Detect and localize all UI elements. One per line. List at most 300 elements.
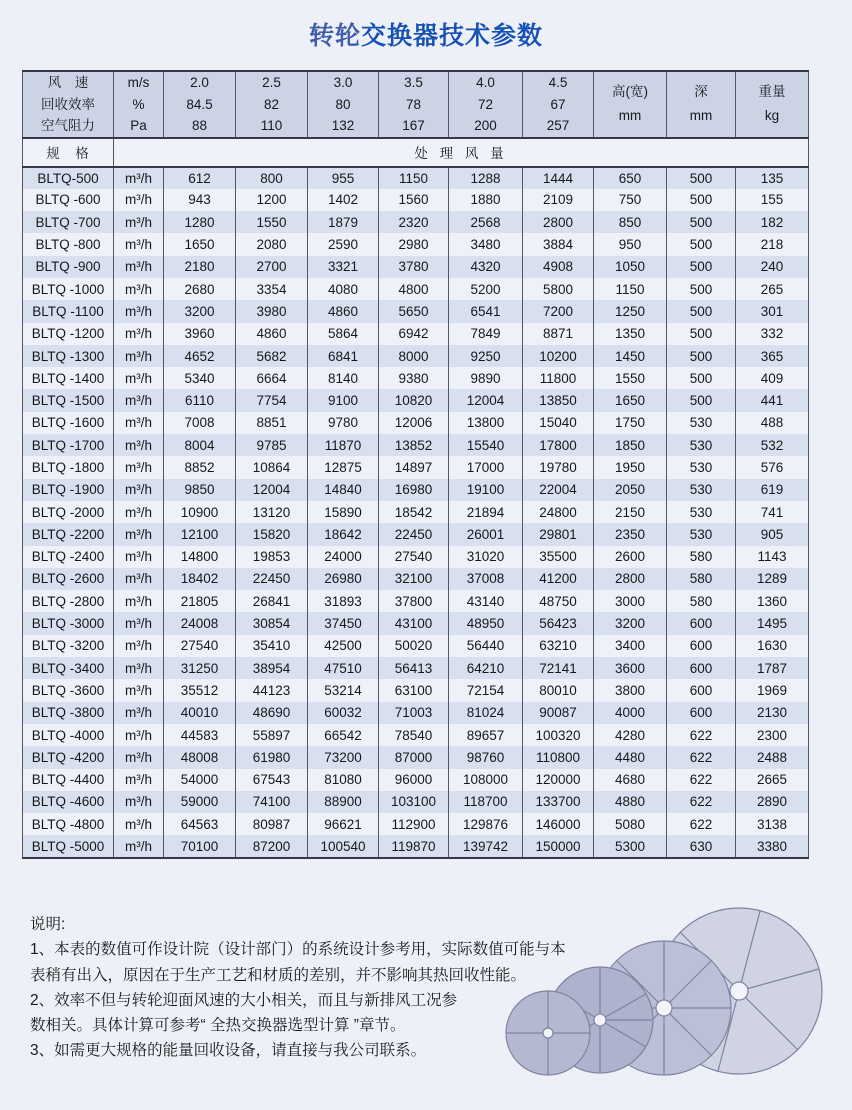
flow-value-cell: 12004 bbox=[236, 479, 308, 501]
height-cell: 3800 bbox=[594, 679, 667, 701]
flow-value-cell: 120000 bbox=[523, 769, 594, 791]
flow-value-cell: 37450 bbox=[308, 612, 379, 634]
flow-unit-cell: m³/h bbox=[114, 590, 164, 612]
flow-unit-cell: m³/h bbox=[114, 412, 164, 434]
flow-unit-cell: m³/h bbox=[114, 456, 164, 478]
header-unit-label: m/s bbox=[127, 75, 150, 90]
header-speed-value: 2.0 bbox=[190, 75, 209, 90]
table-row bbox=[23, 523, 809, 545]
table-row bbox=[23, 456, 809, 478]
model-cell: BLTQ -600 bbox=[23, 189, 114, 211]
flow-value-cell: 6664 bbox=[236, 367, 308, 389]
header-speed-value: 84.5 bbox=[186, 96, 213, 112]
flow-unit-cell: m³/h bbox=[114, 345, 164, 367]
depth-cell: 622 bbox=[667, 769, 736, 791]
flow-value-cell: 3321 bbox=[308, 256, 379, 278]
table-row bbox=[23, 323, 809, 345]
flow-value-cell: 98760 bbox=[449, 746, 523, 768]
flow-value-cell: 73200 bbox=[308, 746, 379, 768]
depth-cell: 500 bbox=[667, 345, 736, 367]
flow-value-cell: 133700 bbox=[523, 791, 594, 813]
flow-value-cell: 12006 bbox=[379, 412, 449, 434]
flow-value-cell: 74100 bbox=[236, 791, 308, 813]
flow-unit-cell: m³/h bbox=[114, 278, 164, 300]
flow-value-cell: 12875 bbox=[308, 456, 379, 478]
height-cell: 1050 bbox=[594, 256, 667, 278]
flow-value-cell: 108000 bbox=[449, 769, 523, 791]
flow-value-cell: 2180 bbox=[164, 256, 236, 278]
depth-cell: 500 bbox=[667, 278, 736, 300]
flow-unit-cell: m³/h bbox=[114, 479, 164, 501]
flow-value-cell: 37008 bbox=[449, 568, 523, 590]
table-row bbox=[23, 813, 809, 835]
flow-unit-cell: m³/h bbox=[114, 568, 164, 590]
depth-cell: 530 bbox=[667, 412, 736, 434]
flow-value-cell: 5200 bbox=[449, 278, 523, 300]
table-row bbox=[23, 278, 809, 300]
flow-value-cell: 5682 bbox=[236, 345, 308, 367]
depth-cell: 600 bbox=[667, 635, 736, 657]
depth-cell: 500 bbox=[667, 211, 736, 233]
model-cell: BLTQ -3800 bbox=[23, 702, 114, 724]
model-cell: BLTQ -800 bbox=[23, 233, 114, 255]
header-weight-label: 重量 bbox=[758, 84, 786, 100]
flow-unit-cell: m³/h bbox=[114, 724, 164, 746]
depth-cell: 500 bbox=[667, 367, 736, 389]
flow-unit-cell: m³/h bbox=[114, 657, 164, 679]
model-cell: BLTQ -1000 bbox=[23, 278, 114, 300]
weight-cell: 1289 bbox=[736, 568, 809, 590]
flow-unit-cell: m³/h bbox=[114, 367, 164, 389]
depth-cell: 500 bbox=[667, 189, 736, 211]
header-speed-value: 80 bbox=[335, 96, 351, 112]
weight-cell: 576 bbox=[736, 456, 809, 478]
flow-value-cell: 2680 bbox=[164, 278, 236, 300]
weight-cell: 488 bbox=[736, 412, 809, 434]
rotor-wheel-smallest bbox=[506, 991, 590, 1075]
flow-value-cell: 56423 bbox=[523, 612, 594, 634]
flow-value-cell: 8851 bbox=[236, 412, 308, 434]
flow-unit-cell: m³/h bbox=[114, 167, 164, 189]
flow-unit-cell: m³/h bbox=[114, 523, 164, 545]
flow-value-cell: 12004 bbox=[449, 389, 523, 411]
flow-value-cell: 1402 bbox=[308, 189, 379, 211]
header-parameter-label: 空气阻力 bbox=[41, 118, 95, 133]
flow-value-cell: 1880 bbox=[449, 189, 523, 211]
header-parameter-labels bbox=[23, 71, 114, 138]
height-cell: 950 bbox=[594, 233, 667, 255]
table-row bbox=[23, 367, 809, 389]
flow-value-cell: 10900 bbox=[164, 501, 236, 523]
flow-value-cell: 6541 bbox=[449, 300, 523, 322]
table-row bbox=[23, 724, 809, 746]
flow-value-cell: 81080 bbox=[308, 769, 379, 791]
height-cell: 3600 bbox=[594, 657, 667, 679]
weight-cell: 905 bbox=[736, 523, 809, 545]
model-cell: BLTQ -2800 bbox=[23, 590, 114, 612]
flow-value-cell: 81024 bbox=[449, 702, 523, 724]
spec-banner-row bbox=[23, 138, 809, 167]
flow-value-cell: 14897 bbox=[379, 456, 449, 478]
height-cell: 1450 bbox=[594, 345, 667, 367]
header-speed-value: 72 bbox=[477, 96, 494, 112]
header-speed-value: 78 bbox=[405, 96, 422, 112]
flow-value-cell: 9785 bbox=[236, 434, 308, 456]
model-cell: BLTQ -4400 bbox=[23, 769, 114, 791]
depth-cell: 622 bbox=[667, 791, 736, 813]
flow-value-cell: 1150 bbox=[379, 167, 449, 189]
model-cell: BLTQ -3200 bbox=[23, 635, 114, 657]
weight-cell: 409 bbox=[736, 367, 809, 389]
table-row bbox=[23, 679, 809, 701]
weight-cell: 332 bbox=[736, 323, 809, 345]
header-weight-label: kg bbox=[764, 108, 780, 124]
flow-value-cell: 800 bbox=[236, 167, 308, 189]
flow-value-cell: 4800 bbox=[379, 278, 449, 300]
flow-value-cell: 18642 bbox=[308, 523, 379, 545]
flow-unit-cell: m³/h bbox=[114, 323, 164, 345]
table-row bbox=[23, 167, 809, 189]
wheel-hub bbox=[730, 982, 748, 1000]
depth-cell: 630 bbox=[667, 835, 736, 857]
table-row bbox=[23, 479, 809, 501]
table-row bbox=[23, 211, 809, 233]
table-row bbox=[23, 233, 809, 255]
weight-cell: 532 bbox=[736, 434, 809, 456]
flow-value-cell: 17800 bbox=[523, 434, 594, 456]
depth-cell: 530 bbox=[667, 501, 736, 523]
model-cell: BLTQ -1600 bbox=[23, 412, 114, 434]
flow-value-cell: 30854 bbox=[236, 612, 308, 634]
height-cell: 3400 bbox=[594, 635, 667, 657]
flow-value-cell: 43140 bbox=[449, 590, 523, 612]
flow-value-cell: 8004 bbox=[164, 434, 236, 456]
model-cell: BLTQ -1900 bbox=[23, 479, 114, 501]
flow-value-cell: 87200 bbox=[236, 835, 308, 857]
table-row bbox=[23, 791, 809, 813]
flow-value-cell: 1288 bbox=[449, 167, 523, 189]
depth-cell: 600 bbox=[667, 702, 736, 724]
weight-cell: 2665 bbox=[736, 769, 809, 791]
flow-value-cell: 1280 bbox=[164, 211, 236, 233]
flow-value-cell: 31250 bbox=[164, 657, 236, 679]
page-title-main: 交换器技术参数 bbox=[361, 22, 544, 50]
depth-cell: 530 bbox=[667, 479, 736, 501]
header-speed-value: 110 bbox=[260, 118, 283, 133]
flow-value-cell: 11800 bbox=[523, 367, 594, 389]
table-row bbox=[23, 300, 809, 322]
header-speed-value: 200 bbox=[474, 118, 497, 133]
header-speed-value: 2.5 bbox=[262, 75, 281, 90]
weight-cell: 741 bbox=[736, 501, 809, 523]
table-row bbox=[23, 412, 809, 434]
header-speed-value: 257 bbox=[546, 118, 570, 133]
flow-value-cell: 3884 bbox=[523, 233, 594, 255]
flow-value-cell: 4860 bbox=[236, 323, 308, 345]
weight-cell: 1143 bbox=[736, 546, 809, 568]
header-height-label: 高(宽) bbox=[612, 84, 648, 100]
flow-value-cell: 15890 bbox=[308, 501, 379, 523]
flow-value-cell: 78540 bbox=[379, 724, 449, 746]
table-row bbox=[23, 189, 809, 211]
flow-value-cell: 4908 bbox=[523, 256, 594, 278]
flow-value-cell: 8000 bbox=[379, 345, 449, 367]
header-speed-column bbox=[449, 71, 523, 138]
flow-value-cell: 1560 bbox=[379, 189, 449, 211]
model-cell: BLTQ -1100 bbox=[23, 300, 114, 322]
flow-volume-label: 处 理 风 量 bbox=[114, 138, 809, 167]
flow-value-cell: 9850 bbox=[164, 479, 236, 501]
weight-cell: 1969 bbox=[736, 679, 809, 701]
flow-value-cell: 4320 bbox=[449, 256, 523, 278]
depth-cell: 500 bbox=[667, 389, 736, 411]
flow-value-cell: 1650 bbox=[164, 233, 236, 255]
height-cell: 5080 bbox=[594, 813, 667, 835]
height-cell: 750 bbox=[594, 189, 667, 211]
weight-cell: 2130 bbox=[736, 702, 809, 724]
flow-value-cell: 14840 bbox=[308, 479, 379, 501]
header-depth-label: mm bbox=[689, 108, 713, 124]
height-cell: 3200 bbox=[594, 612, 667, 634]
flow-value-cell: 60032 bbox=[308, 702, 379, 724]
header-weight-column bbox=[736, 71, 809, 138]
flow-value-cell: 1200 bbox=[236, 189, 308, 211]
page-title-prefix: 转轮 bbox=[308, 22, 361, 50]
model-cell: BLTQ -3600 bbox=[23, 679, 114, 701]
flow-unit-cell: m³/h bbox=[114, 233, 164, 255]
flow-value-cell: 2320 bbox=[379, 211, 449, 233]
height-cell: 1250 bbox=[594, 300, 667, 322]
flow-value-cell: 15820 bbox=[236, 523, 308, 545]
table-row bbox=[23, 434, 809, 456]
weight-cell: 2488 bbox=[736, 746, 809, 768]
header-speed-value: 3.5 bbox=[404, 75, 423, 90]
flow-value-cell: 80987 bbox=[236, 813, 308, 835]
flow-value-cell: 27540 bbox=[164, 635, 236, 657]
flow-value-cell: 63210 bbox=[523, 635, 594, 657]
flow-value-cell: 7849 bbox=[449, 323, 523, 345]
model-cell: BLTQ -3400 bbox=[23, 657, 114, 679]
model-cell: BLTQ -4600 bbox=[23, 791, 114, 813]
header-unit-label: % bbox=[132, 96, 145, 112]
flow-value-cell: 22450 bbox=[379, 523, 449, 545]
flow-value-cell: 53214 bbox=[308, 679, 379, 701]
weight-cell: 365 bbox=[736, 345, 809, 367]
weight-cell: 218 bbox=[736, 233, 809, 255]
weight-cell: 301 bbox=[736, 300, 809, 322]
flow-value-cell: 22450 bbox=[236, 568, 308, 590]
height-cell: 4280 bbox=[594, 724, 667, 746]
flow-value-cell: 15540 bbox=[449, 434, 523, 456]
header-height-label: mm bbox=[618, 108, 642, 124]
flow-value-cell: 26980 bbox=[308, 568, 379, 590]
flow-value-cell: 18542 bbox=[379, 501, 449, 523]
flow-value-cell: 88900 bbox=[308, 791, 379, 813]
flow-value-cell: 13120 bbox=[236, 501, 308, 523]
flow-value-cell: 3480 bbox=[449, 233, 523, 255]
flow-value-cell: 943 bbox=[164, 189, 236, 211]
flow-value-cell: 89657 bbox=[449, 724, 523, 746]
flow-value-cell: 10820 bbox=[379, 389, 449, 411]
flow-unit-cell: m³/h bbox=[114, 389, 164, 411]
flow-value-cell: 59000 bbox=[164, 791, 236, 813]
weight-cell: 3380 bbox=[736, 835, 809, 857]
model-cell: BLTQ -900 bbox=[23, 256, 114, 278]
depth-cell: 622 bbox=[667, 724, 736, 746]
table-row bbox=[23, 546, 809, 568]
flow-value-cell: 3980 bbox=[236, 300, 308, 322]
header-speed-value: 4.0 bbox=[476, 75, 495, 90]
flow-value-cell: 7200 bbox=[523, 300, 594, 322]
flow-value-cell: 80010 bbox=[523, 679, 594, 701]
flow-value-cell: 3960 bbox=[164, 323, 236, 345]
flow-value-cell: 2568 bbox=[449, 211, 523, 233]
flow-value-cell: 18402 bbox=[164, 568, 236, 590]
flow-value-cell: 22004 bbox=[523, 479, 594, 501]
header-speed-column bbox=[164, 71, 236, 138]
flow-value-cell: 1550 bbox=[236, 211, 308, 233]
header-speed-value: 167 bbox=[402, 118, 425, 133]
height-cell: 650 bbox=[594, 167, 667, 189]
flow-unit-cell: m³/h bbox=[114, 256, 164, 278]
notes-heading: 说明: bbox=[30, 916, 66, 933]
flow-value-cell: 2980 bbox=[379, 233, 449, 255]
flow-value-cell: 9250 bbox=[449, 345, 523, 367]
flow-value-cell: 103100 bbox=[379, 791, 449, 813]
flow-value-cell: 110800 bbox=[523, 746, 594, 768]
flow-value-cell: 10200 bbox=[523, 345, 594, 367]
weight-cell: 441 bbox=[736, 389, 809, 411]
table-row bbox=[23, 568, 809, 590]
flow-value-cell: 72141 bbox=[523, 657, 594, 679]
flow-value-cell: 56413 bbox=[379, 657, 449, 679]
flow-unit-cell: m³/h bbox=[114, 189, 164, 211]
header-speed-value: 4.5 bbox=[548, 75, 568, 90]
table-header-row bbox=[23, 71, 809, 138]
flow-value-cell: 13852 bbox=[379, 434, 449, 456]
table-row bbox=[23, 612, 809, 634]
flow-value-cell: 6942 bbox=[379, 323, 449, 345]
flow-value-cell: 139742 bbox=[449, 835, 523, 857]
flow-value-cell: 955 bbox=[308, 167, 379, 189]
header-parameter-label: 回收效率 bbox=[41, 96, 95, 112]
flow-value-cell: 61980 bbox=[236, 746, 308, 768]
note-line: 数相关。具体计算可参考“ 全热交换器选型计算 ”章节。 bbox=[30, 1017, 406, 1035]
flow-value-cell: 40010 bbox=[164, 702, 236, 724]
flow-value-cell: 17000 bbox=[449, 456, 523, 478]
height-cell: 1750 bbox=[594, 412, 667, 434]
flow-value-cell: 8140 bbox=[308, 367, 379, 389]
flow-value-cell: 16980 bbox=[379, 479, 449, 501]
flow-value-cell: 44123 bbox=[236, 679, 308, 701]
height-cell: 2800 bbox=[594, 568, 667, 590]
flow-value-cell: 9780 bbox=[308, 412, 379, 434]
flow-value-cell: 96621 bbox=[308, 813, 379, 835]
depth-cell: 500 bbox=[667, 233, 736, 255]
page-title bbox=[0, 16, 852, 52]
flow-value-cell: 43100 bbox=[379, 612, 449, 634]
height-cell: 4480 bbox=[594, 746, 667, 768]
header-speed-column bbox=[523, 71, 594, 138]
flow-value-cell: 42500 bbox=[308, 635, 379, 657]
flow-value-cell: 9380 bbox=[379, 367, 449, 389]
weight-cell: 3138 bbox=[736, 813, 809, 835]
flow-value-cell: 15040 bbox=[523, 412, 594, 434]
flow-value-cell: 71003 bbox=[379, 702, 449, 724]
header-speed-value: 3.0 bbox=[333, 75, 353, 90]
header-speed-column bbox=[379, 71, 449, 138]
note-line: 3、如需更大规格的能量回收设备，请直接与我公司联系。 bbox=[30, 1042, 427, 1060]
wheel-hub bbox=[656, 1000, 672, 1016]
flow-value-cell: 64210 bbox=[449, 657, 523, 679]
model-cell: BLTQ -2400 bbox=[23, 546, 114, 568]
depth-cell: 600 bbox=[667, 612, 736, 634]
table-row bbox=[23, 345, 809, 367]
spec-label: 规 格 bbox=[23, 138, 114, 167]
flow-value-cell: 11870 bbox=[308, 434, 379, 456]
flow-value-cell: 9100 bbox=[308, 389, 379, 411]
flow-unit-cell: m³/h bbox=[114, 300, 164, 322]
flow-value-cell: 2700 bbox=[236, 256, 308, 278]
header-height-column bbox=[594, 71, 667, 138]
flow-value-cell: 50020 bbox=[379, 635, 449, 657]
table-row bbox=[23, 389, 809, 411]
flow-value-cell: 2590 bbox=[308, 233, 379, 255]
header-depth-label: 深 bbox=[694, 84, 708, 100]
depth-cell: 622 bbox=[667, 746, 736, 768]
flow-value-cell: 24000 bbox=[308, 546, 379, 568]
flow-value-cell: 64563 bbox=[164, 813, 236, 835]
weight-cell: 1495 bbox=[736, 612, 809, 634]
flow-value-cell: 8871 bbox=[523, 323, 594, 345]
flow-value-cell: 31893 bbox=[308, 590, 379, 612]
header-parameter-label: 风 速 bbox=[47, 75, 89, 90]
flow-value-cell: 10864 bbox=[236, 456, 308, 478]
flow-value-cell: 12100 bbox=[164, 523, 236, 545]
height-cell: 4000 bbox=[594, 702, 667, 724]
flow-value-cell: 21894 bbox=[449, 501, 523, 523]
flow-value-cell: 13850 bbox=[523, 389, 594, 411]
flow-value-cell: 41200 bbox=[523, 568, 594, 590]
height-cell: 1950 bbox=[594, 456, 667, 478]
flow-value-cell: 119870 bbox=[379, 835, 449, 857]
height-cell: 2350 bbox=[594, 523, 667, 545]
flow-value-cell: 1879 bbox=[308, 211, 379, 233]
header-speed-value: 67 bbox=[550, 96, 566, 112]
flow-unit-cell: m³/h bbox=[114, 769, 164, 791]
flow-value-cell: 55897 bbox=[236, 724, 308, 746]
flow-value-cell: 5800 bbox=[523, 278, 594, 300]
flow-value-cell: 24008 bbox=[164, 612, 236, 634]
model-cell: BLTQ -1800 bbox=[23, 456, 114, 478]
flow-value-cell: 5340 bbox=[164, 367, 236, 389]
height-cell: 2150 bbox=[594, 501, 667, 523]
flow-unit-cell: m³/h bbox=[114, 434, 164, 456]
flow-value-cell: 5864 bbox=[308, 323, 379, 345]
flow-value-cell: 87000 bbox=[379, 746, 449, 768]
table-row bbox=[23, 635, 809, 657]
flow-value-cell: 3354 bbox=[236, 278, 308, 300]
model-cell: BLTQ -5000 bbox=[23, 835, 114, 857]
height-cell: 2050 bbox=[594, 479, 667, 501]
flow-value-cell: 27540 bbox=[379, 546, 449, 568]
model-cell: BLTQ -4000 bbox=[23, 724, 114, 746]
flow-value-cell: 26001 bbox=[449, 523, 523, 545]
height-cell: 1150 bbox=[594, 278, 667, 300]
model-cell: BLTQ -700 bbox=[23, 211, 114, 233]
note-line: 表稍有出入，原因在于生产工艺和材质的差别，并不影响其热回收性能。 bbox=[30, 966, 527, 984]
weight-cell: 2890 bbox=[736, 791, 809, 813]
